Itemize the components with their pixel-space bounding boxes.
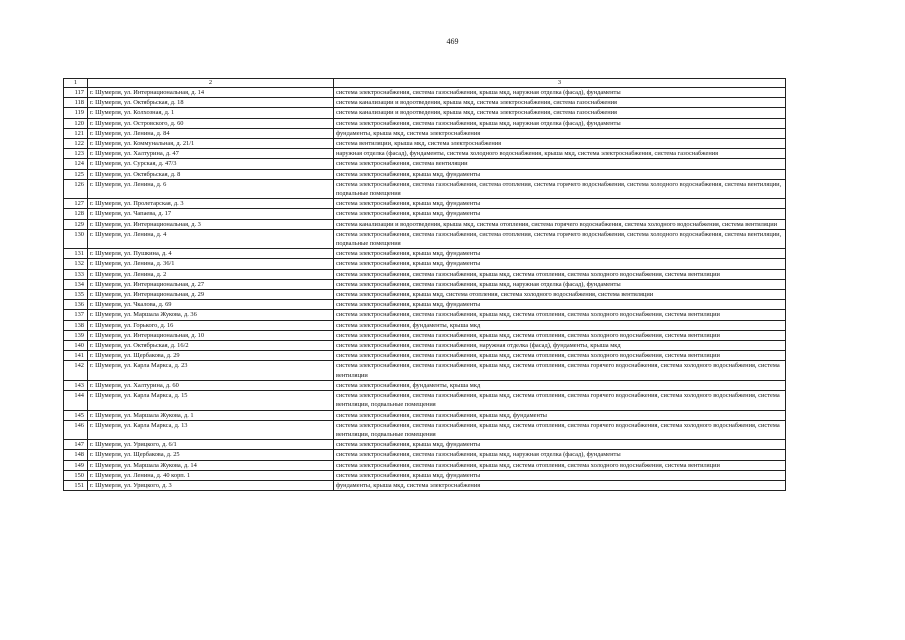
works-cell: система электроснабжения, система газоснабжения, система отопления, система горячего водоснабжения, система холодного водоснабжения, система вентиляции, подвальные помещения: [334, 229, 786, 248]
row-number-cell: 138: [64, 320, 88, 330]
row-number-cell: 147: [64, 440, 88, 450]
table-row: [64, 290, 786, 300]
row-number-cell: 137: [64, 310, 88, 320]
works-cell: система электроснабжения, система газоснабжения, крыша мкд, система отопления, система холодного водоснабжения, система вентиляции: [334, 269, 786, 279]
works-cell: система электроснабжения, система газоснабжения, крыша мкд, наружная отделка (фасад), фундаменты: [334, 118, 786, 128]
address-cell: г. Шумерля, ул. Карла Маркса, д. 13: [88, 420, 334, 439]
address-cell: г. Шумерля, ул. Чкалова, д. 69: [88, 300, 334, 310]
table-row: [64, 209, 786, 219]
address-cell: г. Шумерля, ул. Октябрьская, д. 18: [88, 98, 334, 108]
address-cell: г. Шумерля, ул. Пушкина, д. 4: [88, 249, 334, 259]
address-cell: г. Шумерля, ул. Карла Маркса, д. 15: [88, 391, 334, 410]
address-cell: г. Шумерля, ул. Ленина, д. 2: [88, 269, 334, 279]
address-cell: г. Шумерля, ул. Интернациональная, д. 14: [88, 88, 334, 98]
table-row: [64, 98, 786, 108]
works-cell: система канализации и водоотведения, крыша мкд, система электроснабжения, система газоснабжения: [334, 98, 786, 108]
address-cell: г. Шумерля, ул. Чапаева, д. 17: [88, 209, 334, 219]
works-cell: фундаменты, крыша мкд, система электроснабжения: [334, 128, 786, 138]
row-number-cell: 139: [64, 330, 88, 340]
row-number-cell: 130: [64, 229, 88, 248]
row-number-cell: 140: [64, 341, 88, 351]
table-row: [64, 149, 786, 159]
works-cell: система электроснабжения, крыша мкд, фундаменты: [334, 199, 786, 209]
address-cell: г. Шумерля, ул. Интернациональная, д. 10: [88, 330, 334, 340]
table-row: [64, 320, 786, 330]
table-row: [64, 229, 786, 248]
row-number-cell: 148: [64, 450, 88, 460]
row-number-cell: 117: [64, 88, 88, 98]
table-row: [64, 279, 786, 289]
address-cell: г. Шумерля, ул. Интернациональная, д. 3: [88, 219, 334, 229]
table-row: [64, 440, 786, 450]
row-number-cell: 119: [64, 108, 88, 118]
table-row: [64, 460, 786, 470]
row-number-cell: 123: [64, 149, 88, 159]
row-number-cell: 128: [64, 209, 88, 219]
address-cell: г. Шумерля, ул. Ленина, д. 4: [88, 229, 334, 248]
table-row: [64, 169, 786, 179]
row-number-cell: 127: [64, 199, 88, 209]
table-row: [64, 139, 786, 149]
row-number-cell: 149: [64, 460, 88, 470]
table-row: [64, 179, 786, 198]
row-number-cell: 132: [64, 259, 88, 269]
row-number-cell: 126: [64, 179, 88, 198]
works-cell: фундаменты, крыша мкд, система электроснабжения: [334, 480, 786, 490]
address-cell: г. Шумерля, ул. Халтурина, д. 60: [88, 380, 334, 390]
address-cell: г. Шумерля, ул. Коммунальная, д. 21/1: [88, 139, 334, 149]
column-header-works: 3: [334, 79, 786, 88]
works-cell: система вентиляции, крыша мкд, система электроснабжения: [334, 139, 786, 149]
table-row: [64, 450, 786, 460]
row-number-cell: 146: [64, 420, 88, 439]
address-cell: г. Шумерля, ул. Ленина, д. 40 корп. 1: [88, 470, 334, 480]
address-cell: г. Шумерля, ул. Маршала Жукова, д. 1: [88, 410, 334, 420]
address-cell: г. Шумерля, ул. Интернациональная, д. 27: [88, 279, 334, 289]
works-cell: система электроснабжения, крыша мкд, фундаменты: [334, 470, 786, 480]
table-row: [64, 470, 786, 480]
address-cell: г. Шумерля, ул. Октябрьская, д. 16/2: [88, 341, 334, 351]
works-cell: наружная отделка (фасад), фундаменты, система холодного водоснабжения, крыша мкд, система электроснабжения, система газоснабжения: [334, 149, 786, 159]
row-number-cell: 141: [64, 351, 88, 361]
address-cell: г. Шумерля, ул. Маршала Жукова, д. 36: [88, 310, 334, 320]
works-cell: система электроснабжения, система газоснабжения, система отопления, система горячего водоснабжения, система холодного водоснабжения, система вентиляции, подвальные помещения: [334, 179, 786, 198]
column-header-address: 2: [88, 79, 334, 88]
table-row: [64, 351, 786, 361]
table-row: [64, 219, 786, 229]
row-number-cell: 136: [64, 300, 88, 310]
works-cell: система электроснабжения, система газоснабжения, крыша мкд, система отопления, система горячего водоснабжения, система холодного водоснабжения, система вентиляции, подвальные помещения: [334, 391, 786, 410]
table-row: [64, 420, 786, 439]
page-number: 469: [446, 37, 459, 46]
row-number-cell: 133: [64, 269, 88, 279]
row-number-cell: 120: [64, 118, 88, 128]
works-cell: система электроснабжения, система газоснабжения, крыша мкд, наружная отделка (фасад), фундаменты: [334, 88, 786, 98]
address-cell: г. Шумерля, ул. Маршала Жукова, д. 14: [88, 460, 334, 470]
works-cell: система электроснабжения, крыша мкд, фундаменты: [334, 249, 786, 259]
address-cell: г. Шумерля, ул. Октябрьская, д. 8: [88, 169, 334, 179]
address-cell: г. Шумерля, ул. Колхозная, д. 1: [88, 108, 334, 118]
works-cell: система электроснабжения, система газоснабжения, крыша мкд, наружная отделка (фасад), фундаменты: [334, 450, 786, 460]
works-cell: система электроснабжения, фундаменты, крыша мкд: [334, 380, 786, 390]
row-number-cell: 122: [64, 139, 88, 149]
table-row: [64, 259, 786, 269]
row-number-cell: 143: [64, 380, 88, 390]
table-header-row: [64, 79, 786, 88]
address-cell: г. Шумерля, ул. Ленина, д. 36/1: [88, 259, 334, 269]
row-number-cell: 124: [64, 159, 88, 169]
address-cell: г. Шумерля, ул. Щербакова, д. 29: [88, 351, 334, 361]
address-cell: г. Шумерля, ул. Сурская, д. 47/3: [88, 159, 334, 169]
works-cell: система электроснабжения, система вентиляции: [334, 159, 786, 169]
works-cell: система электроснабжения, система газоснабжения, крыша мкд, наружная отделка (фасад), фундаменты: [334, 279, 786, 289]
address-cell: г. Шумерля, ул. Пролетарская, д. 3: [88, 199, 334, 209]
row-number-cell: 135: [64, 290, 88, 300]
address-cell: г. Шумерля, ул. Интернациональная, д. 29: [88, 290, 334, 300]
row-number-cell: 129: [64, 219, 88, 229]
row-number-cell: 144: [64, 391, 88, 410]
table-row: [64, 128, 786, 138]
table-row: [64, 108, 786, 118]
works-cell: система электроснабжения, система газоснабжения, крыша мкд, система отопления, система холодного водоснабжения, система вентиляции: [334, 460, 786, 470]
works-cell: система электроснабжения, крыша мкд, фундаменты: [334, 209, 786, 219]
address-cell: г. Шумерля, ул. Халтурина, д. 47: [88, 149, 334, 159]
table-row: [64, 341, 786, 351]
row-number-cell: 142: [64, 361, 88, 380]
table-row: [64, 410, 786, 420]
works-cell: система электроснабжения, фундаменты, крыша мкд: [334, 320, 786, 330]
works-cell: система электроснабжения, крыша мкд, фундаменты: [334, 169, 786, 179]
works-cell: система электроснабжения, система газоснабжения, крыша мкд, система отопления, система холодного водоснабжения, система вентиляции: [334, 310, 786, 320]
table-row: [64, 88, 786, 98]
works-cell: система электроснабжения, крыша мкд, фундаменты: [334, 259, 786, 269]
address-cell: г. Шумерля, ул. Ленина, д. 6: [88, 179, 334, 198]
address-cell: г. Шумерля, ул. Островского, д. 60: [88, 118, 334, 128]
works-cell: система электроснабжения, система газоснабжения, крыша мкд, система отопления, система холодного водоснабжения, система вентиляции: [334, 351, 786, 361]
works-cell: система электроснабжения, система газоснабжения, крыша мкд, система отопления, система горячего водоснабжения, система холодного водоснабжения, система вентиляции, подвальные помещения: [334, 420, 786, 439]
table-row: [64, 361, 786, 380]
address-cell: г. Шумерля, ул. Карла Маркса, д. 23: [88, 361, 334, 380]
table-row: [64, 391, 786, 410]
address-cell: г. Шумерля, ул. Ленина, д. 84: [88, 128, 334, 138]
works-cell: система электроснабжения, система газоснабжения, крыша мкд, система отопления, система холодного водоснабжения, система вентиляции: [334, 330, 786, 340]
works-cell: система электроснабжения, крыша мкд, система отопления, система холодного водоснабжения, система вентиляции: [334, 290, 786, 300]
address-cell: г. Шумерля, ул. Горького, д. 16: [88, 320, 334, 330]
works-cell: система канализации и водоотведения, крыша мкд, система электроснабжения, система газоснабжения: [334, 108, 786, 118]
table-row: [64, 118, 786, 128]
column-header-number: 1: [64, 79, 88, 88]
works-cell: система электроснабжения, система газоснабжения, крыша мкд, система отопления, система горячего водоснабжения, система холодного водоснабжения, система вентиляции: [334, 361, 786, 380]
works-cell: система канализации и водоотведения, крыша мкд, система отопления, система горячего водоснабжения, система холодного водоснабжения, система вентиляции: [334, 219, 786, 229]
table-row: [64, 480, 786, 490]
row-number-cell: 118: [64, 98, 88, 108]
table-row: [64, 159, 786, 169]
row-number-cell: 145: [64, 410, 88, 420]
works-cell: система электроснабжения, крыша мкд, фундаменты: [334, 300, 786, 310]
row-number-cell: 131: [64, 249, 88, 259]
table-row: [64, 300, 786, 310]
row-number-cell: 125: [64, 169, 88, 179]
table-row: [64, 380, 786, 390]
address-cell: г. Шумерля, ул. Урицкого, д. 6/1: [88, 440, 334, 450]
works-cell: система электроснабжения, система газоснабжения, наружная отделка (фасад), фундаменты, крыша мкд: [334, 341, 786, 351]
row-number-cell: 151: [64, 480, 88, 490]
row-number-cell: 134: [64, 279, 88, 289]
row-number-cell: 121: [64, 128, 88, 138]
table-row: [64, 269, 786, 279]
works-cell: система электроснабжения, система газоснабжения, крыша мкд, фундаменты: [334, 410, 786, 420]
table-row: [64, 310, 786, 320]
address-cell: г. Шумерля, ул. Урицкого, д. 3: [88, 480, 334, 490]
table-row: [64, 249, 786, 259]
works-table: [63, 78, 786, 491]
table-row: [64, 199, 786, 209]
row-number-cell: 150: [64, 470, 88, 480]
table-row: [64, 330, 786, 340]
works-cell: система электроснабжения, крыша мкд, фундаменты: [334, 440, 786, 450]
address-cell: г. Шумерля, ул. Щербакова, д. 25: [88, 450, 334, 460]
